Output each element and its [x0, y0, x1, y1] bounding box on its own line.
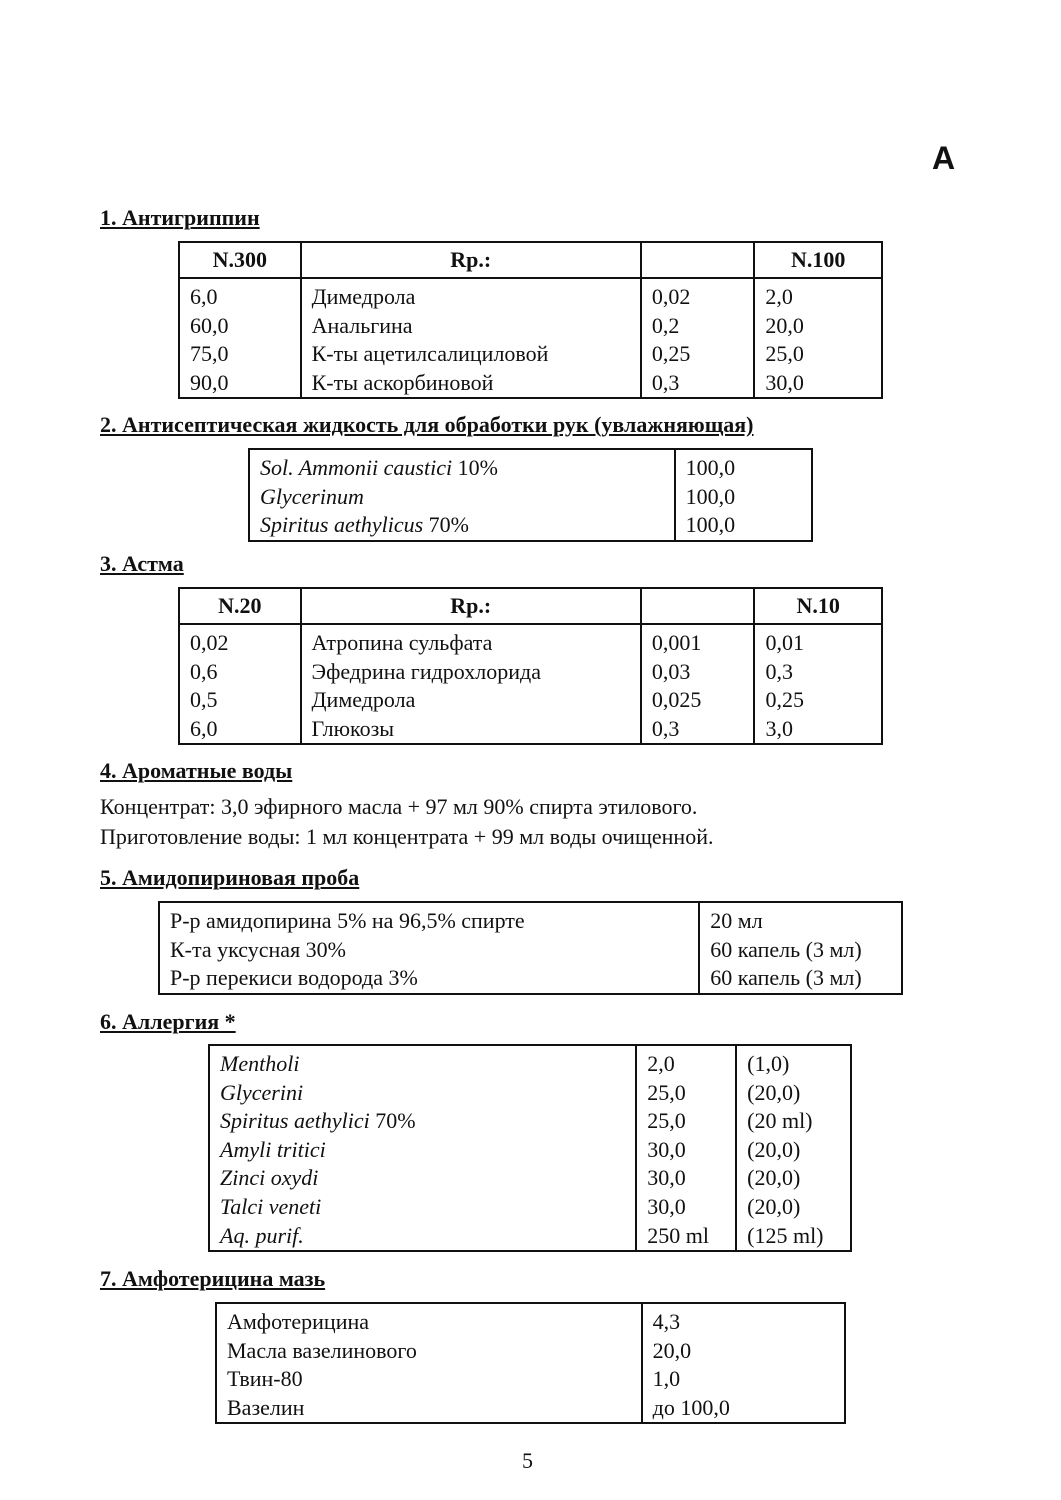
table-cell: 0,3	[651, 369, 680, 395]
column-header: Rp.:	[301, 588, 641, 624]
table-cell: Димедрола	[311, 687, 416, 713]
latin-name: Aq. purif.	[220, 1222, 304, 1248]
section-heading-asthma: 3. Астма	[100, 551, 184, 576]
table-cell: 0,3	[651, 715, 680, 741]
table-cell	[220, 1193, 625, 1222]
table-cell: 0,02	[651, 284, 691, 309]
table-cell: 90,0	[190, 369, 229, 395]
column-header	[641, 242, 755, 278]
table-cell: (20 ml)	[747, 1108, 813, 1134]
table-cell: (1,0)	[747, 1051, 790, 1076]
column-header: N.20	[179, 588, 301, 624]
column-ingredient	[301, 278, 641, 398]
column-alt-amount	[736, 1045, 851, 1251]
table-cell: 0,025	[651, 687, 702, 713]
table-cell: 4,3	[652, 1309, 681, 1334]
table-body	[249, 449, 812, 541]
table-cell: Атропина сульфата	[311, 630, 493, 655]
column-amount	[642, 1303, 845, 1423]
table-cell: 20 мл	[710, 908, 763, 933]
column-amount	[675, 449, 812, 541]
column-ingredient	[159, 902, 699, 994]
paragraph-line: Приготовление воды: 1 мл концентрата + 99 мл воды очищенной.	[100, 824, 714, 849]
concentration: 70%	[423, 512, 469, 538]
table-cell: 2,0	[765, 284, 793, 309]
concentration: 70%	[369, 1108, 416, 1134]
table-cell: 30,0	[765, 369, 804, 395]
table-cell: Анальгина	[311, 312, 413, 338]
recipe-table-allergy	[208, 1044, 852, 1252]
table-cell: Глюкозы	[311, 715, 395, 741]
table-cell: 20,0	[765, 312, 804, 338]
table-cell: К-та уксусная 30%	[170, 936, 347, 962]
section-heading-aromatic-waters: 4. Ароматные воды	[100, 758, 293, 783]
column-qty-20	[179, 624, 301, 744]
latin-name: Amyli tritici	[220, 1136, 326, 1162]
table-cell: до 100,0	[652, 1394, 730, 1420]
section-heading-amphotericin-ointment: 7. Амфотерицина мазь	[100, 1266, 326, 1291]
table-cell: 0,001	[651, 630, 702, 655]
table-body	[179, 624, 882, 744]
column-amount	[636, 1045, 736, 1251]
table-cell: 6,0	[190, 715, 218, 741]
table-cell: 25,0	[765, 341, 804, 367]
page-number: 5	[522, 1448, 533, 1473]
recipe-table-amphotericin	[215, 1302, 846, 1424]
column-header: N.10	[754, 588, 882, 624]
table-cell: 3,0	[765, 715, 793, 741]
table-header-row	[179, 588, 882, 624]
section-heading-amidopyrine-test: 5. Амидопириновая проба	[100, 865, 360, 890]
section-heading-antigrippin: 1. Антигриппин	[100, 205, 260, 230]
table-cell: 60,0	[190, 312, 229, 338]
table-cell: (20,0)	[747, 1136, 801, 1162]
table-body	[216, 1303, 845, 1423]
table-body	[179, 278, 882, 398]
table-cell: 0,02	[190, 630, 229, 655]
table-cell: 6,0	[190, 284, 218, 309]
table-cell: 25,0	[647, 1108, 686, 1134]
table-cell: (20,0)	[747, 1165, 801, 1191]
table-cell	[220, 1222, 625, 1251]
section-heading-allergy: 6. Аллергия *	[100, 1009, 236, 1034]
table-cell: 1,0	[652, 1366, 681, 1392]
table-cell: 0,6	[190, 658, 218, 684]
table-cell	[220, 1107, 625, 1136]
table-cell	[260, 454, 664, 483]
table-cell: 100,0	[685, 483, 736, 509]
table-cell: 20,0	[652, 1337, 692, 1363]
latin-name: Zinci oxydi	[220, 1165, 319, 1191]
latin-name: Spiritus aethylici	[220, 1108, 370, 1134]
table-cell: (20,0)	[747, 1079, 801, 1105]
table-cell: К-ты аскорбиновой	[311, 369, 494, 395]
latin-name: Spiritus aethylicus	[260, 512, 424, 538]
column-header: N.300	[179, 242, 301, 278]
table-cell: 0,03	[651, 658, 691, 684]
table-cell: Р-р перекиси водорода 3%	[170, 965, 418, 991]
table-cell: 0,01	[765, 630, 804, 655]
column-ingredient	[301, 624, 641, 744]
table-cell: К-ты ацетилсалициловой	[311, 341, 549, 367]
column-qty-10	[754, 624, 882, 744]
table-cell: Твин-80	[227, 1366, 303, 1392]
table-body	[209, 1045, 851, 1251]
index-letter: А	[932, 140, 956, 176]
table-cell: 0,3	[765, 658, 793, 684]
table-cell	[220, 1136, 625, 1165]
latin-name: Glycerini	[220, 1079, 304, 1105]
concentration: 10%	[452, 455, 498, 480]
column-amount	[699, 902, 902, 994]
table-cell	[220, 1079, 625, 1108]
table-cell: Вазелин	[227, 1394, 305, 1420]
table-cell: 30,0	[647, 1136, 686, 1162]
column-qty-100	[754, 278, 882, 398]
table-cell: 30,0	[647, 1193, 686, 1219]
table-cell: 25,0	[647, 1079, 686, 1105]
column-single-dose	[641, 278, 755, 398]
table-cell: 0,25	[765, 687, 804, 713]
table-cell: (20,0)	[747, 1193, 801, 1219]
table-cell: 0,2	[651, 312, 680, 338]
paragraph-line: Концентрат: 3,0 эфирного масла + 97 мл 90% спирта этилового.	[100, 794, 698, 819]
table-cell: 0,25	[651, 341, 691, 367]
section-heading-antiseptic: 2. Антисептическая жидкость для обработки рук (увлажняющая)	[100, 412, 754, 437]
table-cell: Димедрола	[311, 284, 416, 309]
table-cell: Амфотерицина	[227, 1309, 370, 1334]
table-cell: 100,0	[685, 512, 736, 538]
table-header-row	[179, 242, 882, 278]
table-cell: 30,0	[647, 1165, 686, 1191]
recipe-table-asthma	[178, 587, 883, 745]
table-cell: 250 ml	[647, 1222, 709, 1248]
table-cell	[260, 511, 664, 540]
table-cell: Эфедрина гидрохлорида	[311, 658, 541, 684]
table-cell: 60 капель (3 мл)	[710, 936, 862, 962]
table-cell: Масла вазелинового	[227, 1337, 417, 1363]
recipe-table-amidopyrine	[158, 901, 903, 995]
latin-name: Talci veneti	[220, 1193, 322, 1219]
column-ingredient	[216, 1303, 642, 1423]
table-cell: (125 ml)	[747, 1222, 824, 1248]
latin-name: Glycerinum	[260, 483, 364, 509]
table-cell: Р-р амидопирина 5% на 96,5% спирте	[170, 908, 525, 933]
table-cell: 75,0	[190, 341, 229, 367]
column-ingredient	[249, 449, 675, 541]
table-cell	[260, 483, 664, 512]
column-qty-300	[179, 278, 301, 398]
table-cell: 2,0	[647, 1051, 675, 1076]
table-body	[159, 902, 902, 994]
column-single-dose	[641, 624, 755, 744]
latin-name: Sol. Ammonii caustici	[260, 455, 453, 480]
recipe-table-antiseptic	[248, 448, 813, 542]
table-cell	[220, 1050, 625, 1079]
column-ingredient	[209, 1045, 636, 1251]
column-header: Rp.:	[301, 242, 641, 278]
table-cell	[220, 1164, 625, 1193]
latin-name: Mentholi	[220, 1051, 300, 1076]
recipe-table-antigrippin	[178, 241, 883, 399]
table-cell: 0,5	[190, 687, 218, 713]
table-cell: 60 капель (3 мл)	[710, 965, 862, 991]
column-header: N.100	[754, 242, 882, 278]
column-header	[641, 588, 755, 624]
table-cell: 100,0	[685, 455, 736, 480]
